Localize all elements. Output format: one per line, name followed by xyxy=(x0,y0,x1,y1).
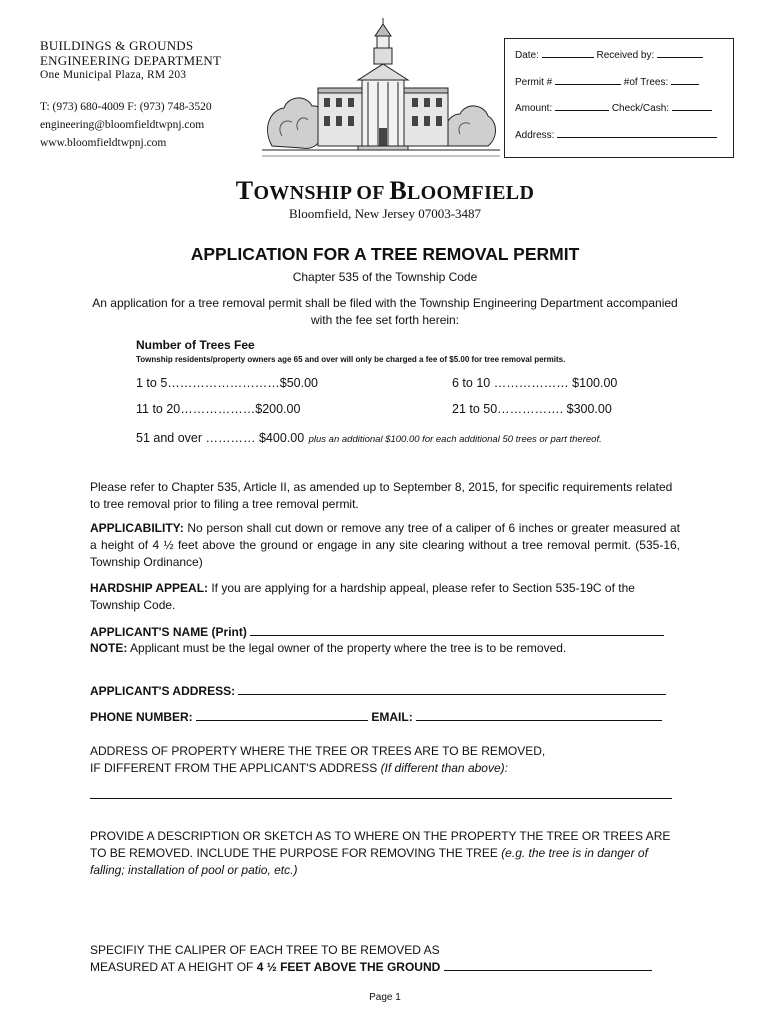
senior-fee-note: Township residents/property owners age 65 and over will only be charged a fee of $5.00 for tree removal permits. xyxy=(136,355,566,364)
email-label: EMAIL: xyxy=(371,710,413,724)
applicant-name-field[interactable] xyxy=(250,624,664,636)
note-text: Applicant must be the legal owner of the property where the tree is to be removed. xyxy=(127,641,567,655)
page-number: Page 1 xyxy=(369,992,401,1003)
applicant-address-field[interactable] xyxy=(238,683,666,695)
phone-email-row xyxy=(90,709,680,724)
caliper-line2: MEASURED AT A HEIGHT OF xyxy=(90,960,257,974)
received-field[interactable] xyxy=(657,47,703,58)
town-hall-illustration xyxy=(262,18,500,160)
caliper-line1: SPECIFIY THE CALIPER OF EACH TREE TO BE REMOVED AS xyxy=(90,943,440,957)
check-field[interactable] xyxy=(672,100,712,111)
refer-paragraph: Please refer to Chapter 535, Article II, as amended up to September 8, 2015, for specific requirements related to tree removal prior to filing a tree removal permit. xyxy=(90,480,673,511)
contact-phone: T: (973) 680-4009 F: (973) 748-3520 xyxy=(40,101,212,113)
property-italic: (If different than above): xyxy=(380,761,508,775)
description-text: PROVIDE A DESCRIPTION OR SKETCH AS TO WHERE ON THE PROPERTY THE TREE OR TREES ARE TO BE REMOVED. INCLUDE THE PURPOSE FOR REMOVING THE TREE xyxy=(90,829,671,860)
township-heading xyxy=(0,176,770,206)
contact-block xyxy=(40,98,212,152)
fee-row3-left: 51 and over ………… $400.00 xyxy=(136,431,305,445)
applicability-label: APPLICABILITY: xyxy=(90,521,184,535)
trees-label: #of Trees: xyxy=(623,76,669,88)
page-title: APPLICATION FOR A TREE REMOVAL PERMIT xyxy=(190,244,580,264)
caliper-bold: 4 ½ FEET ABOVE THE GROUND xyxy=(256,960,441,974)
caliper-field[interactable] xyxy=(444,959,652,971)
infobox-row-date xyxy=(515,47,733,74)
note-label: NOTE: xyxy=(90,641,128,655)
fee-row1-right: 6 to 10 ……………… $100.00 xyxy=(452,376,618,390)
infobox-row-permit xyxy=(515,74,733,101)
dept-address: One Municipal Plaza, RM 203 xyxy=(40,69,187,81)
date-field[interactable] xyxy=(542,47,594,58)
fee-row2-left: 11 to 20………………$200.00 xyxy=(136,402,301,416)
township-rest: OWNSHIP OF xyxy=(253,182,390,204)
date-label: Date: xyxy=(515,50,539,61)
phone-field[interactable] xyxy=(196,709,368,721)
property-address-heading xyxy=(90,743,680,777)
applicant-address-row xyxy=(90,683,680,698)
received-label: Received by: xyxy=(596,50,655,61)
infobox-row-address xyxy=(515,127,733,154)
chapter-subtitle: Chapter 535 of the Township Code xyxy=(292,270,478,284)
office-use-box xyxy=(504,38,734,158)
city-line: Bloomfield, New Jersey 07003-3487 xyxy=(288,206,482,221)
department-block xyxy=(40,38,221,83)
dept-line2: ENGINEERING DEPARTMENT xyxy=(40,53,222,68)
contact-email[interactable]: engineering@bloomfieldtwpnj.com xyxy=(40,119,205,131)
township-b: B xyxy=(389,176,408,205)
applicability-paragraph xyxy=(90,520,680,571)
amount-label: Amount: xyxy=(515,103,553,114)
caliper-paragraph xyxy=(90,942,680,976)
phone-label: PHONE NUMBER: xyxy=(90,710,193,724)
contact-website[interactable]: www.bloomfieldtwpnj.com xyxy=(40,137,167,149)
infobox-address-label: Address: xyxy=(515,129,555,141)
property-address-field[interactable] xyxy=(90,788,672,799)
fee-row3 xyxy=(136,429,602,447)
intro-text: An application for a tree removal permit shall be filed with the Township Engineering Department accompanied with the fee set forth herein: xyxy=(92,296,678,327)
permit-field[interactable] xyxy=(555,74,621,85)
township-t: T xyxy=(235,176,254,205)
property-line2: IF DIFFERENT FROM THE APPLICANT'S ADDRESS xyxy=(90,761,381,775)
bloomfield-rest: LOOMFIELD xyxy=(407,182,535,204)
fee-row2-right: 21 to 50……………. $300.00 xyxy=(452,402,612,416)
description-italic: (e.g. the tree is in danger of falling; installation of pool or patio, etc.) xyxy=(90,846,648,877)
applicability-text: No person shall cut down or remove any tree of a caliper of 6 inches or greater measured at a height of 4 ½ feet above the ground or engage in any site clearing without a tree removal permit. (535-16, Township Ordinance) xyxy=(90,521,680,569)
fee-heading: Number of Trees Fee xyxy=(136,338,255,352)
permit-label: Permit # xyxy=(515,76,553,88)
check-label: Check/Cash: xyxy=(611,103,670,114)
description-paragraph xyxy=(90,828,680,879)
property-line1: ADDRESS OF PROPERTY WHERE THE TREE OR TREES ARE TO BE REMOVED, xyxy=(90,744,546,758)
applicant-address-label: APPLICANT'S ADDRESS: xyxy=(90,684,236,698)
fee-row3-plus: plus an additional $100.00 for each additional 50 trees or part thereof. xyxy=(308,434,602,445)
trees-field[interactable] xyxy=(671,74,699,85)
note-line xyxy=(90,640,680,657)
fee-row1-left: 1 to 5………………………$50.00 xyxy=(136,376,319,390)
amount-field[interactable] xyxy=(555,100,609,111)
hardship-label: HARDSHIP APPEAL: xyxy=(90,581,209,595)
infobox-row-amount xyxy=(515,100,733,127)
email-field[interactable] xyxy=(416,709,662,721)
applicant-name-row xyxy=(90,624,680,639)
hardship-text: If you are applying for a hardship appeal, please refer to Section 535-19C of the Township Code. xyxy=(90,581,635,612)
applicant-name-label: APPLICANT'S NAME (Print) xyxy=(90,625,247,639)
dept-line1: BUILDINGS & GROUNDS xyxy=(40,38,194,53)
infobox-address-field[interactable] xyxy=(557,127,717,138)
hardship-paragraph xyxy=(90,580,680,614)
